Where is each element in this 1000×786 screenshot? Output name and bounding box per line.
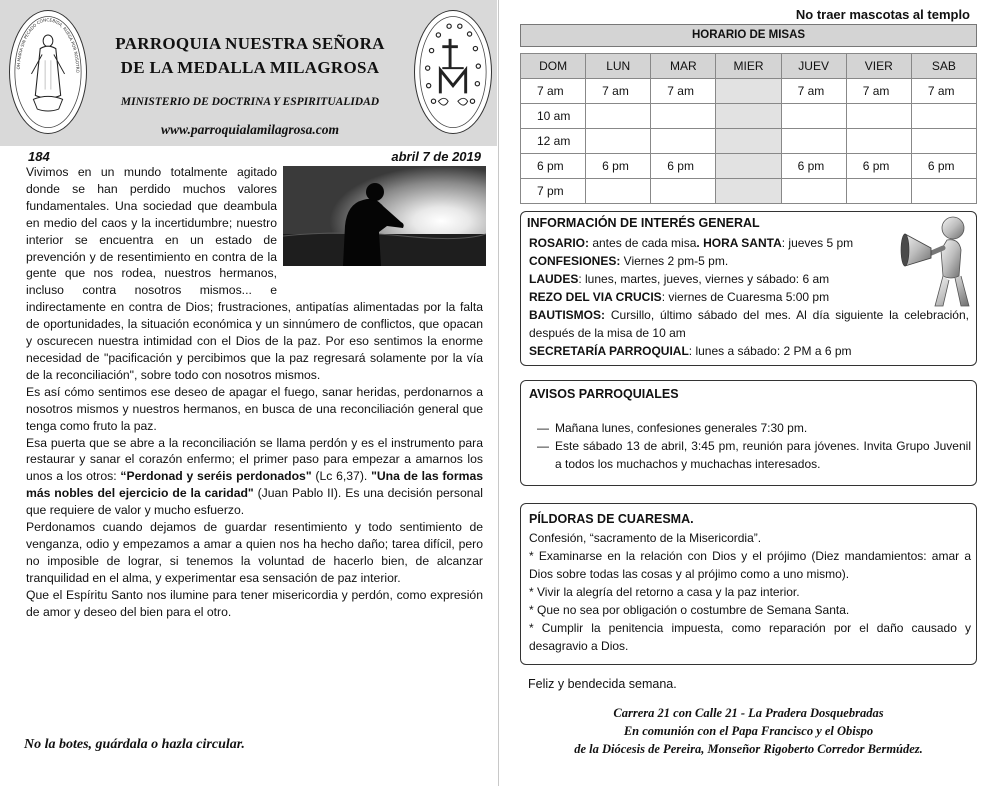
schedule-header-row (521, 54, 977, 79)
table-cell (586, 104, 651, 129)
parish-name: PARROQUIA NUESTRA SEÑORA DE LA MEDALLA MILAGROSA (115, 34, 385, 77)
schedule-title: HORARIO DE MISAS (520, 24, 977, 47)
day-header: JUEV (781, 54, 846, 79)
website-link[interactable]: www.parroquialamilagrosa.com (160, 122, 340, 137)
table-cell: 6 pm (911, 154, 976, 179)
table-cell (846, 179, 911, 204)
article-paragraph: Vivimos en un mundo totalmente agitado donde se han perdido muchos valores fundamentales. Una sociedad que deambula en medio del caos y la incertidumbre; nuestro interior se encuentra en un estado de prevención y de resentimiento en contra de la gente que nos rodea, nuestros hermanos, incluso contra nosotros mismos... e indirectamente en contra de Dios; frustraciones, antipatías alimentadas por la falta de oportunidades, la situación económica y un sinnúmero de conflictos, que opacan y oscurecen nuestra intimidad con el Dios de la paz. Por eso sentimos la enorme necesidad de "pacificación y percibimos que la paz regresará solamente por la vía de la reconciliación", sobre todo con nosotros mismos. (26, 165, 483, 382)
table-cell: 6 pm (586, 154, 651, 179)
table-cell (651, 104, 716, 129)
table-row (521, 104, 977, 129)
medal-inscription: OH MARIA SIN PECADO CONCEBIDA, RUEGA POR NOSOTRO (15, 17, 81, 73)
article-paragraph: Que el Espíritu Santo nos ilumine para tener misericordia y perdón, como expresión de amor y deseo del bien para el otro. (26, 587, 483, 619)
info-item-secretaria: SECRETARÍA PARROQUIAL: lunes a sábado: 2 PM a 6 pm (529, 344, 852, 358)
table-cell (781, 179, 846, 204)
table-cell (586, 179, 651, 204)
farewell-text: Feliz y bendecida semana. (528, 677, 677, 691)
list-item: * Cumplir la penitencia impuesta, como reparación por el daño causado y desagravio a Dios. (529, 621, 971, 653)
table-cell: 7 am (586, 79, 651, 104)
avisos-list (537, 419, 971, 473)
table-cell (716, 104, 781, 129)
table-cell: 10 am (521, 104, 586, 129)
table-cell: 7 am (911, 79, 976, 104)
avisos-title: AVISOS PARROQUIALES (529, 387, 679, 401)
table-row (521, 154, 977, 179)
table-cell (586, 129, 651, 154)
table-cell (911, 129, 976, 154)
quote-bold: “Perdonad y seréis perdonados" (120, 469, 312, 484)
info-item-via-crucis: REZO DEL VIA CRUCIS: viernes de Cuaresma 5:00 pm (529, 290, 830, 304)
table-cell (846, 104, 911, 129)
table-cell (651, 129, 716, 154)
table-row (521, 79, 977, 104)
table-row (521, 129, 977, 154)
article-paragraph: Esa puerta que se abre a la reconciliación se llama perdón y es el instrumento para restaurar y sanar el corazón enfermo; el primer paso para empezar a amarnos los unos a los otros: “Perdonad y seréis perdonados" (Lc 6,37). "Una de las formas más nobles del ejercicio de la caridad" (Juan Pablo II). Es una decisión personal que requiere de valor y mucho esfuerzo. (26, 435, 484, 518)
article-body (26, 164, 483, 620)
table-cell: 12 am (521, 129, 586, 154)
table-cell (716, 154, 781, 179)
table-cell: 6 pm (781, 154, 846, 179)
table-cell (781, 104, 846, 129)
list-item: * Que no sea por obligación o costumbre de Semana Santa. (529, 603, 850, 617)
article-paragraph: Perdonamos cuando dejamos de guardar resentimiento y todo sentimiento de venganza, odio y empezamos a amar a quien nos ha hecho daño; tarea difícil, pero no imposible de lograr, si tenemos la voluntad de hacerlo bien, de alcanzar tranquilidad en el alma, y experimentar esa sensación de paz interior. (26, 520, 483, 585)
info-item-confesiones: CONFESIONES: Viernes 2 pm-5 pm. (529, 254, 729, 268)
left-page (0, 0, 497, 786)
pet-notice: No traer mascotas al templo (795, 7, 970, 22)
info-list (529, 234, 969, 360)
day-header: DOM (521, 54, 586, 79)
day-header: MAR (651, 54, 716, 79)
ministry-title: MINISTERIO DE DOCTRINA Y ESPIRITUALIDAD (120, 96, 380, 108)
quote-bold: "Una de las formas más nobles del ejercicio de la caridad" (26, 469, 484, 501)
day-header: SAB (911, 54, 976, 79)
list-item: Confesión, “sacramento de la Misericordia”. (529, 531, 762, 545)
list-item: * Examinarse en la relación con Dios y el prójimo (Diez mandamientos: amar a Dios sobre todas las cosas y al prójimo como a uno mismo). (529, 549, 971, 581)
list-item: — Mañana lunes, confesiones generales 7:30 pm. (537, 421, 808, 435)
article-paragraph: Es así cómo sentimos ese deseo de apagar el fuego, sanar heridas, perdonarnos a nosotros mismos y nuestros hermanos, en busca de una reconciliación general que tenga como fruto la paz. (26, 384, 483, 433)
pildoras-title: PÍLDORAS DE CUARESMA. (529, 512, 694, 526)
table-cell: 6 pm (521, 154, 586, 179)
general-info-box (520, 211, 977, 366)
table-cell: 7 am (651, 79, 716, 104)
table-cell: 7 am (781, 79, 846, 104)
day-header: LUN (586, 54, 651, 79)
parish-notices-box (520, 380, 977, 486)
info-item-laudes: LAUDES: lunes, martes, jueves, viernes y sábado: 6 am (529, 272, 830, 286)
table-cell (651, 179, 716, 204)
table-cell: 6 pm (846, 154, 911, 179)
mass-schedule-table (520, 53, 977, 204)
info-item-rosario: ROSARIO: antes de cada misa. HORA SANTA: jueves 5 pm (529, 236, 854, 250)
day-header: VIER (846, 54, 911, 79)
cross-m-medal-icon (414, 10, 492, 134)
table-cell (911, 104, 976, 129)
page-fold-divider (498, 0, 499, 786)
table-cell (846, 129, 911, 154)
list-item: * Vivir la alegría del retorno a casa y la paz interior. (529, 585, 800, 599)
issue-date: abril 7 de 2019 (391, 149, 481, 164)
table-cell (781, 129, 846, 154)
parish-address: Carrera 21 con Calle 21 - La Pradera Dosquebradas En comunión con el Papa Francisco y el Obispo de la Diócesis de Pereira, Monseñor Rigoberto Corredor Bermúdez. (574, 706, 923, 756)
table-cell: 6 pm (651, 154, 716, 179)
table-cell (911, 179, 976, 204)
day-header: MIER (716, 54, 781, 79)
table-cell: 7 am (521, 79, 586, 104)
info-item-bautismos: BAUTISMOS: Cursillo, último sábado del mes. Al día siguiente la celebración, después de la misa de 10 am (529, 308, 969, 340)
table-cell (716, 179, 781, 204)
info-title: INFORMACIÓN DE INTERÉS GENERAL (527, 216, 760, 230)
virgin-medal-icon (9, 10, 87, 134)
pildoras-list (529, 529, 971, 655)
table-cell (716, 129, 781, 154)
right-page (500, 0, 1000, 786)
table-cell: 7 am (846, 79, 911, 104)
issue-number: 184 (28, 149, 50, 164)
bulletin-header (0, 0, 497, 146)
table-cell: 7 pm (521, 179, 586, 204)
table-row (521, 179, 977, 204)
lent-pills-box (520, 503, 977, 665)
circulate-notice: No la botes, guárdala o hazla circular. (24, 737, 245, 752)
table-cell (716, 79, 781, 104)
list-item: — Este sábado 13 de abril, 3:45 pm, reunión para jóvenes. Invita Grupo Juvenil a todos los muchachos y muchachas interesados. (537, 439, 971, 471)
